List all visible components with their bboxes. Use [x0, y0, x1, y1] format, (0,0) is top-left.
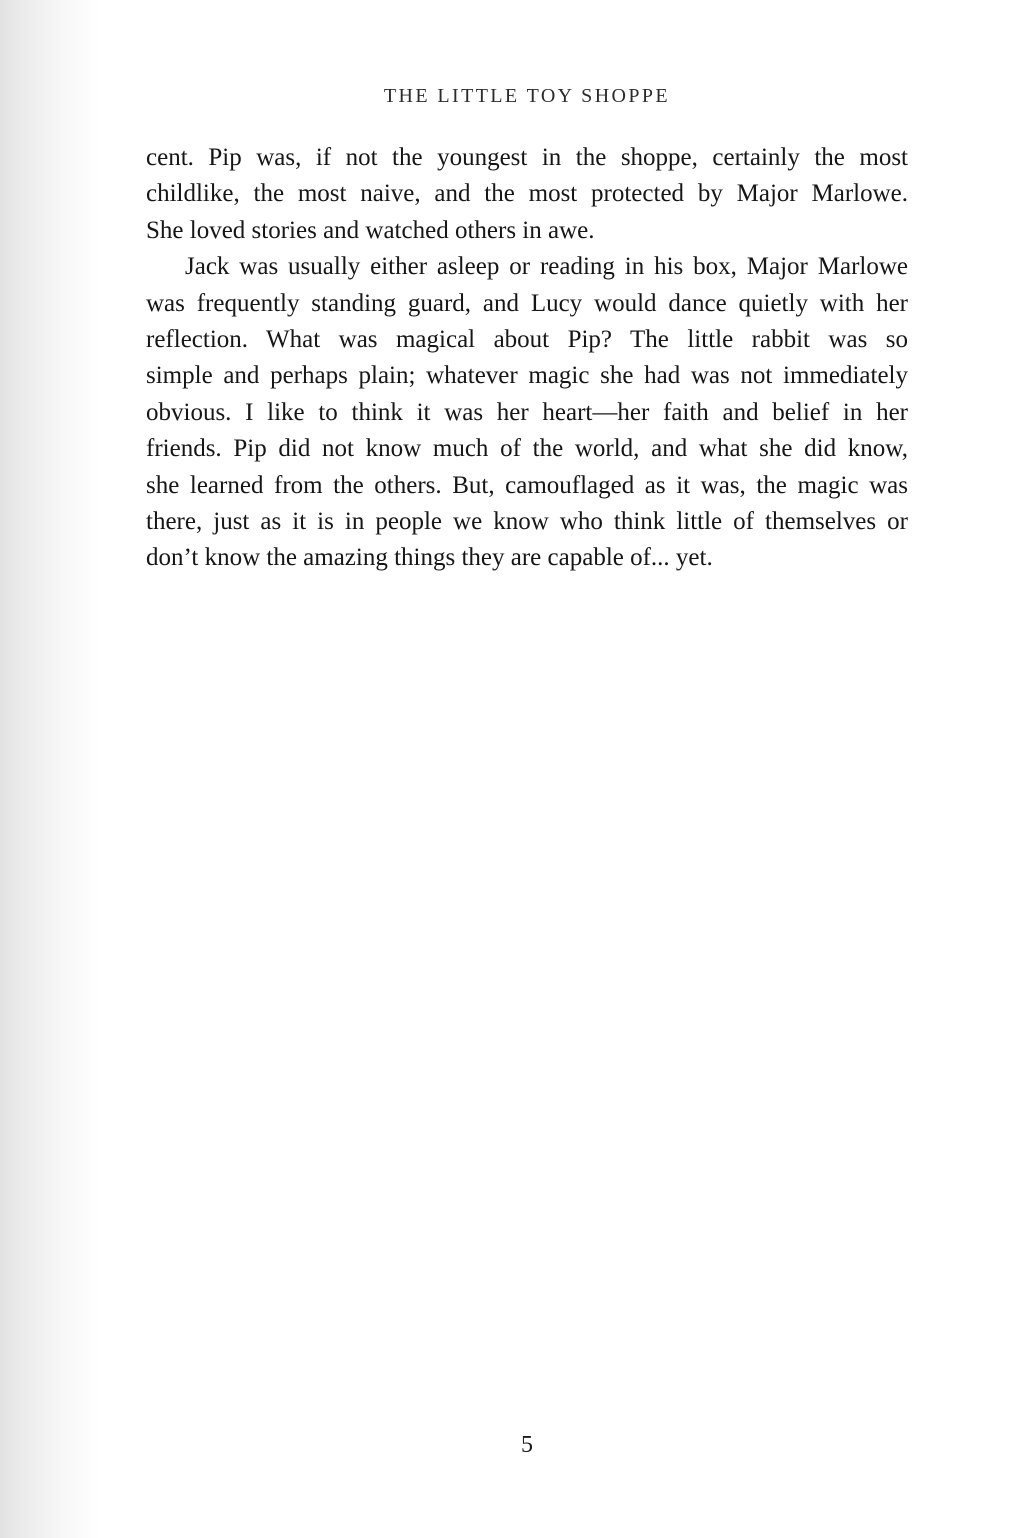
- text-line: cent. Pip was, if not the youngest in the shoppe, certainly the most: [146, 144, 908, 171]
- text-line: there, just as it is in people we know who think little of themselves or: [146, 508, 908, 536]
- text-line: obvious. I like to think it was her heart—her faith and belief in her: [146, 398, 908, 426]
- text-line: she learned from the others. But, camouflaged as it was, the magic was: [146, 471, 908, 499]
- text-line: friends. Pip did not know much of the world, and what she did know,: [146, 435, 908, 463]
- text-line: simple and perhaps plain; whatever magic she had was not immediately: [146, 362, 908, 390]
- running-header: THE LITTLE TOY SHOPPE: [383, 85, 671, 107]
- text-line: was frequently standing guard, and Lucy would dance quietly with her: [146, 289, 908, 317]
- text-line: reflection. What was magical about Pip? The little rabbit was so: [146, 326, 908, 354]
- text-line: Jack was usually either asleep or reading in his box, Major Marlowe: [185, 253, 908, 281]
- text-line: childlike, the most naive, and the most protected by Major Marlowe.: [146, 180, 908, 208]
- text-line: She loved stories and watched others in awe.: [146, 216, 595, 244]
- page-number: 5: [521, 1432, 533, 1458]
- page-gutter-shadow: [0, 0, 100, 1538]
- text-line: don’t know the amazing things they are capable of... yet.: [146, 544, 713, 572]
- body-text: [146, 140, 908, 577]
